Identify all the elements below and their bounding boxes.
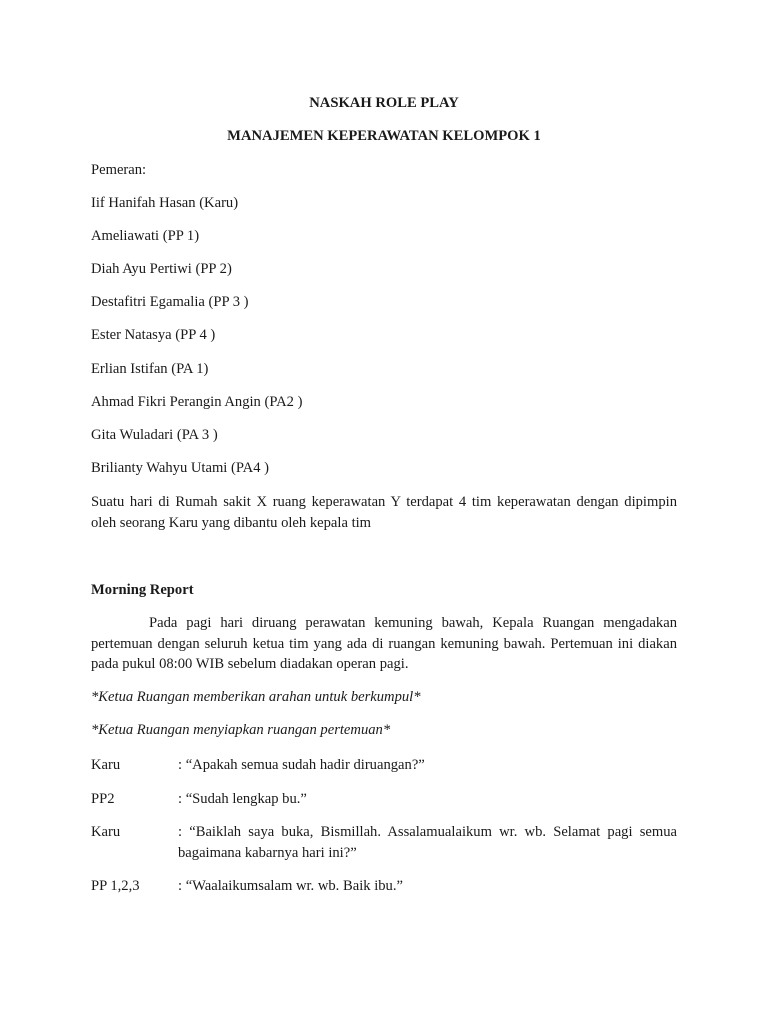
cast-member: Diah Ayu Pertiwi (PP 2) <box>91 261 232 277</box>
cast-member: Gita Wuladari (PA 3 ) <box>91 427 218 443</box>
stage-direction: *Ketua Ruangan memberikan arahan untuk berkumpul* <box>91 689 421 705</box>
section-paragraph: Pada pagi hari diruang perawatan kemuning bawah, Kepala Ruangan mengadakan pertemuan dengan seluruh ketua tim yang ada di ruangan kemuning bawah. Pertemuan ini diakan pada pukul 08:00 WIB sebelum diadakan operan pagi. <box>91 615 677 672</box>
dialogue-speaker: PP2 <box>91 791 115 807</box>
cast-heading: Pemeran: <box>91 162 147 178</box>
cast-member: Ester Natasya (PP 4 ) <box>91 327 216 343</box>
dialogue-text: : “Sudah lengkap bu.” <box>178 791 307 807</box>
dialogue-speaker: Karu <box>91 757 121 773</box>
cast-member: Erlian Istifan (PA 1) <box>91 361 209 377</box>
cast-member: Ahmad Fikri Perangin Angin (PA2 ) <box>91 394 303 410</box>
dialogue-speaker: PP 1,2,3 <box>91 878 140 894</box>
dialogue-speaker: Karu <box>91 824 121 840</box>
document-title: NASKAH ROLE PLAY <box>309 95 459 111</box>
intro-paragraph: Suatu hari di Rumah sakit X ruang keperawatan Y terdapat 4 tim keperawatan dengan dipimpin oleh seorang Karu yang dibantu oleh kepala tim <box>91 494 677 531</box>
stage-direction: *Ketua Ruangan menyiapkan ruangan pertemuan* <box>91 722 391 738</box>
dialogue-text: : “Waalaikumsalam wr. wb. Baik ibu.” <box>178 878 403 894</box>
dialogue-text: : “Apakah semua sudah hadir diruangan?” <box>178 757 425 773</box>
dialogue-text: : “Baiklah saya buka, Bismillah. Assalamualaikum wr. wb. Selamat pagi semua bagaimana kabarnya hari ini?” <box>178 824 677 861</box>
cast-member: Ameliawati (PP 1) <box>91 228 200 244</box>
cast-member: Destafitri Egamalia (PP 3 ) <box>91 294 249 310</box>
cast-member: Iif Hanifah Hasan (Karu) <box>91 195 239 211</box>
section-heading: Morning Report <box>91 582 194 598</box>
document-subtitle: MANAJEMEN KEPERAWATAN KELOMPOK 1 <box>227 128 541 144</box>
cast-member: Brilianty Wahyu Utami (PA4 ) <box>91 460 269 476</box>
